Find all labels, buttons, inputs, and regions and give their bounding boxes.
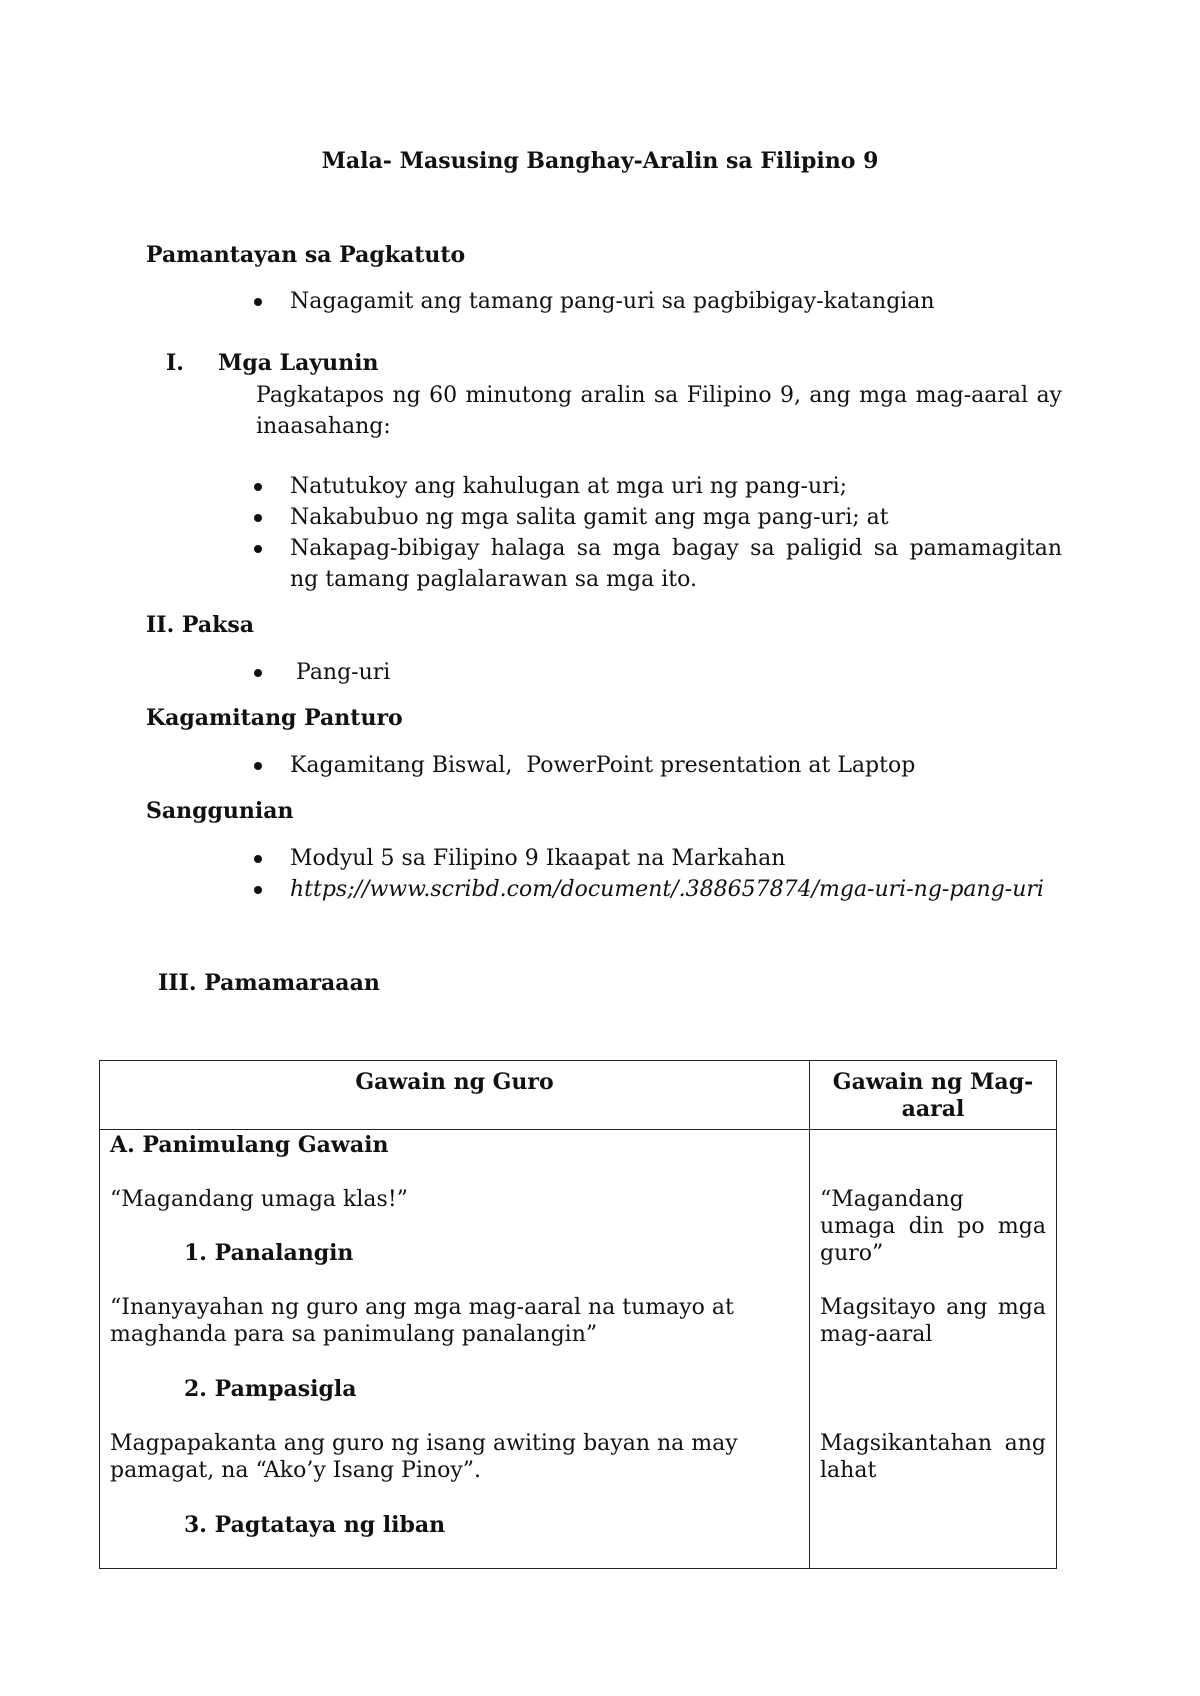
bullet-icon — [254, 298, 262, 306]
kagamitan-list — [252, 750, 915, 781]
student-text: Magsikantahan ang lahat — [820, 1431, 1046, 1483]
step-heading: 3. Pagtataya ng liban — [184, 1512, 446, 1538]
list-item: Natutukoy ang kahulugan at mga uri ng pang-uri; — [252, 471, 1062, 502]
sanggunian-heading: Sanggunian — [146, 798, 294, 824]
pamamaraan-heading: III. Pamamaraaan — [158, 970, 380, 996]
student-text: “Magandang umaga din po mga guro” — [820, 1187, 1046, 1266]
list-item: Nagagamit ang tamang pang-uri sa pagbibigay-katangian — [252, 286, 935, 317]
teacher-text: Magpapakanta ang guro ng isang awiting bayan na may pamagat, na “Ako’y Isang Pinoy”. — [110, 1431, 738, 1483]
bullet-icon — [254, 483, 262, 491]
kagamitan-heading: Kagamitang Panturo — [146, 705, 403, 731]
sanggunian-list — [252, 843, 1044, 905]
list-item: Pang-uri — [252, 657, 390, 688]
bullet-icon — [254, 886, 262, 894]
list-item: Kagamitang Biswal, PowerPoint presentation at Laptop — [252, 750, 915, 781]
teacher-text: “Inanyayahan ng guro ang mga mag-aaral na tumayo at maghanda para sa panimulang panalangin” — [110, 1295, 734, 1347]
section-heading: A. Panimulang Gawain — [110, 1132, 389, 1158]
paksa-heading: II. Paksa — [146, 612, 254, 638]
student-text: Magsitayo ang mga mag-aaral — [820, 1295, 1046, 1347]
layunin-numeral: I. — [166, 350, 184, 376]
teacher-greeting: “Magandang umaga klas!” — [110, 1187, 408, 1212]
teacher-cell — [100, 1130, 810, 1569]
col-header-student: Gawain ng Mag-aaral — [810, 1061, 1057, 1130]
table-header-row — [100, 1061, 1057, 1130]
step-heading: 1. Panalangin — [184, 1240, 354, 1266]
bullet-icon — [254, 669, 262, 677]
layunin-heading: Mga Layunin — [218, 350, 379, 376]
list-item[interactable] — [252, 874, 1044, 905]
table-row — [100, 1130, 1057, 1569]
bullet-icon — [254, 855, 262, 863]
layunin-list — [252, 471, 1062, 595]
page-title: Mala- Masusing Banghay-Aralin sa Filipino 9 — [321, 148, 879, 174]
paksa-list — [252, 657, 390, 688]
col-header-teacher: Gawain ng Guro — [100, 1061, 810, 1130]
student-cell — [810, 1130, 1057, 1569]
layunin-intro: Pagkatapos ng 60 minutong aralin sa Filipino 9, ang mga mag-aaral ay inaasahang: — [256, 383, 1062, 439]
reference-link[interactable]: https;//www.scribd.com/document/.388657874/mga-uri-ng-pang-uri — [290, 877, 1044, 902]
pamantayan-heading: Pamantayan sa Pagkatuto — [146, 242, 466, 268]
bullet-icon — [254, 514, 262, 522]
pamantayan-list — [252, 286, 935, 317]
step-heading: 2. Pampasigla — [184, 1376, 357, 1402]
bullet-icon — [254, 545, 262, 553]
lesson-procedure-table — [99, 1060, 1057, 1569]
list-item: Nakabubuo ng mga salita gamit ang mga pang-uri; at — [252, 502, 1062, 533]
list-item: Nakapag-bibigay halaga sa mga bagay sa paligid sa pamamagitan ng tamang paglalarawan sa mga ito. — [252, 533, 1062, 595]
bullet-icon — [254, 762, 262, 770]
list-item: Modyul 5 sa Filipino 9 Ikaapat na Markahan — [252, 843, 1044, 874]
